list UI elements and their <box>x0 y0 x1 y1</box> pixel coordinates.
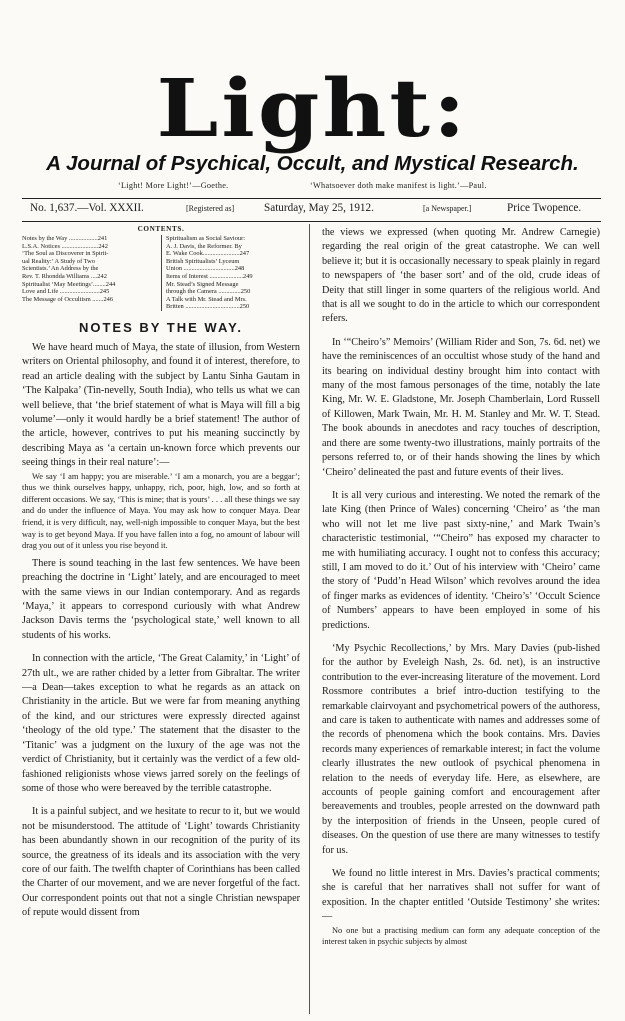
paragraph: the views we expressed (when quoting Mr. Andrew Carnegie) regarding the real origin of the great catastrophe. We can well believe it; but it is occasionally necessary to speak plainly in regard to newspapers of ‘the baser sort’ and of the old, crude ideas of Deity that still linger in some quarters of the religious world. And that is all we sought to do in the article to which our correspondent refers. <box>322 227 600 325</box>
newspaper-label: [a Newspaper.] <box>423 204 472 213</box>
contents-item: A. J. Davis, the Reformer. By <box>166 242 242 250</box>
contents-item: Items of Interest .....................249 <box>166 272 253 280</box>
paragraph: There is sound teaching in the last few sentences. We have been preaching the doctrine in ‘Light’ lately, and are encouraged to meet with the same views in our Indian contemporary. And as regards ‘Maya,’ it appears to correspond curiously with what Andrew Jackson Davis terms the ‘psychological state,’ well known to all students of his works. <box>22 557 300 641</box>
issue-rule-bottom <box>22 221 601 222</box>
right-column <box>322 226 600 948</box>
left-column <box>22 226 300 921</box>
paragraph: It is a painful subject, and we hesitate to recur to it, but we would not be misunderstood. The attitude of ‘Light’ towards Christianity has been abundantly shown in our recognition of the purity of its source, the greatness of its ideals and its association with the very core of our faith. The twelfth chapter of Corinthians has been called the Charter of our movement, and we are never forgetful of the fact. Our correspondent points out that not a single Christian newspaper of repute would dissent from <box>22 806 300 919</box>
masthead-subtitle: A Journal of Psychical, Occult, and Mystical Research. <box>46 152 579 175</box>
contents-item: Union ................................248 <box>166 265 245 273</box>
quote-paragraph: We say ‘I am happy; you are miserable.’ ‘I am a monarch, you are a beggar’; thus we think ourselves happy, unhappy, rich, poor, high, low, and so forth at different occasions. We say, ‘This is mine; that is yours’ . . . all these things we say and do under the influence of Maya. You may ask how to conquer Maya. Dear friend, it is very difficult, nay, well-nigh impossible to conquer Maya, but the best way is to get beyond Maya. If you have fallen into a fog, no amount of labour will drag you out of it unless you rise beyond it. <box>22 471 300 551</box>
quote-paragraph: No one but a practising medium can form any adequate conception of the interest taken in psychic subjects by almost <box>322 925 600 947</box>
masthead-title: Light: <box>156 61 469 155</box>
contents-item: ual Reality:’ A Study of Two <box>22 257 95 265</box>
paragraph: In connection with the article, ‘The Great Calamity,’ in ‘Light’ of 27th ult., we are rather chided by a letter from Gibraltar. The writer—a Dean—takes exception to what he regards as an attack on Christianity in the article. But we were far from meaning anything of the kind, and our strictures were expressly directed against ‘theology of the old type.’ The statement that the disaster to the ‘Titanic’ was a judgment on the luxury of the age was not the verdict of Christianity, but it certainly was the verdict of a few old-fashioned religionists whose views jarred sorely on the feelings of some of those who were bereaved by the terrible catastrophe. <box>22 653 300 794</box>
contents-item: Love and Life .........................245 <box>22 288 110 296</box>
column-divider <box>309 224 310 1014</box>
contents-item: E. Wake Cook.......................247 <box>166 250 250 258</box>
issue-number: No. 1,637.—Vol. XXXII. <box>30 202 144 214</box>
contents-item: Notes by the Way ..................241 <box>22 235 108 242</box>
contents-heading: CONTENTS. <box>137 225 185 233</box>
contents-item: Spiritualism as Social Saviour: <box>166 235 245 242</box>
contents-item: A Talk with Mr. Stead and Mrs. <box>166 295 247 303</box>
issue-date: Saturday, May 25, 1912. <box>264 202 374 214</box>
contents-item: L.S.A. Notices .......................242 <box>22 242 108 250</box>
contents-item: British Spiritualists’ Lyceum <box>166 257 240 265</box>
paragraph: We found no little interest in Mrs. Davies’s practical comments; she is careful that her narratives shall not suffer for want of exposition. In the chapter entitled ‘Outside Testimony’ she writes:— <box>322 868 600 923</box>
contents-list-left <box>22 235 155 303</box>
issue-price: Price Twopence. <box>507 202 582 214</box>
masthead <box>0 61 625 155</box>
contents-item: ‘The Soul as Discoverer in Spirit- <box>22 250 109 258</box>
issue-line <box>22 202 601 220</box>
contents-item: Rev. T. Rhondda Williams ....242 <box>22 272 107 280</box>
contents-item: Scientists.’ An Address by the <box>22 265 99 273</box>
paragraph: We have heard much of Maya, the state of illusion, from Western writers on Oriental philosophy, and found it of interest, therefore, to read an article dealing with the subject by Lantu Sinha Gautam in ‘The Kalpaka’ (Tin-nevelly, South India), who tells us what we can well believe, that ‘the brief statement of what is Maya will fill a big volume’—only it would hardly be a brief statement! The author of the article, however, contrives to put his meaning succinctly by describing Maya as ‘a certain un-known force which prevents our seeing things in their real nature’:— <box>22 342 300 469</box>
contents-box <box>22 226 300 318</box>
contents-item: through the Camera ..............250 <box>166 288 251 296</box>
contents-item: Britten ..................................250 <box>166 303 250 311</box>
registered-label: [Registered as] <box>186 204 235 213</box>
contents-list-right <box>161 235 300 311</box>
paragraph: ‘My Psychic Recollections,’ by Mrs. Mary Davies (pub-lished for the author by Eveleigh Nash, 2s. 6d. net), is an instructive contribution to the ever-increasing literature of the movement. Lord Rossmore contributes a brief intro-duction testifying to the remarkable clairvoyant and psychometrical powers of the authoress, and care is taken to authenticate with names and addresses some of the records of phenomena which the book contains. Mrs. Davies records many experiences of remarkable interest; in fact the volume clearly illustrates the new outlook of psychical phenomena in relation to the needs of everyday life. Here, as elsewhere, are accounts of people gaining comfort and encouragement after bereavements and troubles, people arrested on the downward path by the interposition of friends in the Unseen, people cured of diseases. On the question of use there are many witnesses to testify for us. <box>322 642 600 856</box>
paragraph: It is all very curious and interesting. We noted the remark of the late King (then Prince of Wales) concerning ‘Cheiro’ as ‘the man who will not let me live past sixty-nine,’ and Mark Twain’s characteristic testimonial, ‘“Cheiro” has exposed my character to me with humiliating accuracy. I ought not to confess this accuracy; still, I am moved to do it.’ Out of his interview with ‘Cheiro’ came the story of ‘Pudd’n Head Wilson’ which revolves around the idea of finger marks as evidences of identity. ‘Cheiro’s’ ‘Occult Science of Numbers’ appears to have been employed in some of his predictions. <box>322 489 600 631</box>
contents-item: The Message of Occultism .......246 <box>22 295 114 303</box>
contents-item: Mr. Stead’s Signed Message <box>166 280 239 288</box>
motto-goethe: ‘Light! More Light!’—Goethe. <box>118 181 229 190</box>
motto-paul: ‘Whatsoever doth make manifest is light.’—Paul. <box>310 181 487 190</box>
contents-item: Spiritualist ‘May Meetings’........244 <box>22 280 116 288</box>
paragraph: In ‘“Cheiro’s” Memoirs’ (William Rider and Son, 7s. 6d. net) we have the reminiscences of an occultist whose study of the hand and its bearing on individual destiny brought him into contact with many of the most famous personages of the time, notably the late King, Mr. W. E. Gladstone, Mr. Joseph Chamberlain, Lord Russell of Killowen, Mark Twain, Mr. H. M. Stanley and Mr. W. T. Stead. The book abounds in anecdotes and racy touches of description, and there are some twenty-two illustrations, mainly portraits of the persons referred to, or of their hands showing the lines by which ‘Cheiro’ delineated the past and future events of their lives. <box>322 336 600 478</box>
issue-rule-top <box>22 198 601 199</box>
section-title: NOTES BY THE WAY. <box>78 320 244 335</box>
